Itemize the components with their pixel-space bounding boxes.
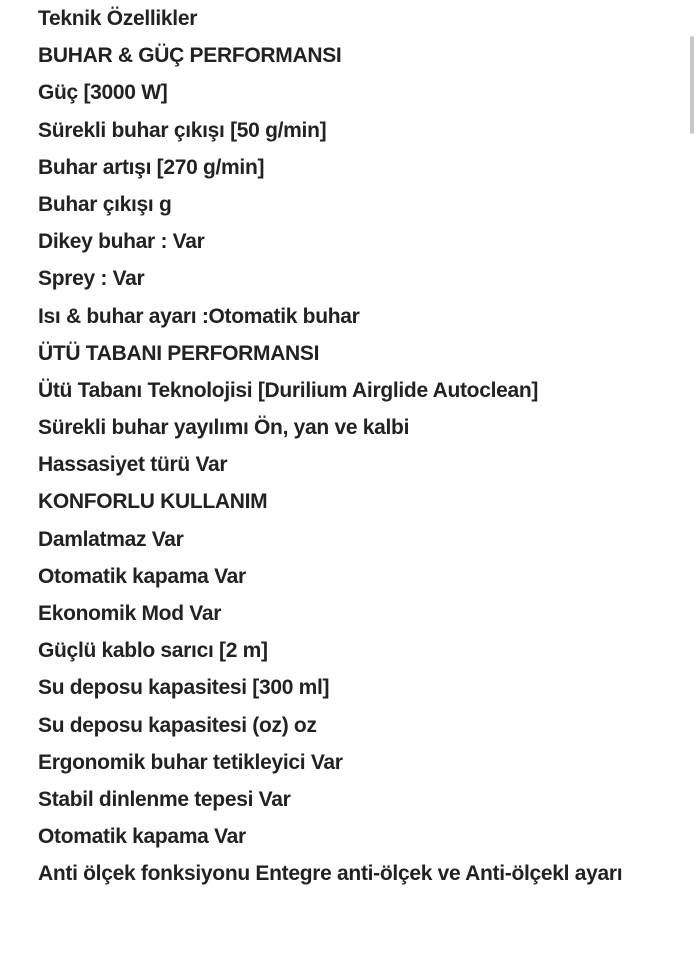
spec-item: Güçlü kablo sarıcı [2 m] (38, 639, 268, 663)
section-heading-comfort: KONFORLU KULLANIM (38, 490, 268, 514)
spec-item: Anti ölçek fonksiyonu Entegre anti-ölçek ve Anti-ölçekl ayarı (38, 862, 623, 886)
spec-item: Ergonomik buhar tetikleyici Var (38, 750, 343, 774)
spec-item: Ütü Tabanı Teknolojisi [Durilium Airglide Autoclean] (38, 378, 539, 402)
spec-item: Sürekli buhar yayılımı Ön, yan ve kalbi (38, 416, 410, 440)
spec-item: Isı & buhar ayarı :Otomatik buhar (38, 304, 360, 328)
spec-item: Otomatik kapama Var (38, 825, 246, 849)
spec-item: Ekonomik Mod Var (38, 602, 222, 625)
spec-item: Dikey buhar : Var (38, 230, 205, 254)
spec-item: Güç [3000 W] (38, 81, 168, 105)
spec-item: Su deposu kapasitesi (oz) oz (38, 713, 317, 737)
spec-item: Sprey : Var (38, 267, 145, 291)
section-heading-soleplate: ÜTÜ TABANI PERFORMANSI (38, 341, 320, 365)
spec-item: Hassasiyet türü Var (38, 453, 228, 477)
section-heading-steam-power: BUHAR & GÜÇ PERFORMANSI (38, 44, 342, 68)
spec-item: Otomatik kapama Var (38, 564, 246, 588)
spec-item: Stabil dinlenme tepesi Var (38, 787, 291, 811)
spec-item: Damlatmaz Var (38, 527, 184, 551)
spec-item: Sürekli buhar çıkışı [50 g/min] (38, 118, 327, 142)
spec-title: Teknik Özellikler (38, 7, 198, 30)
spec-item: Su deposu kapasitesi [300 ml] (38, 676, 330, 700)
spec-item: Buhar çıkışı g (38, 192, 172, 216)
spec-list (38, 3, 668, 896)
spec-item: Buhar artışı [270 g/min] (38, 155, 265, 179)
vertical-scrollbar[interactable] (690, 36, 694, 134)
